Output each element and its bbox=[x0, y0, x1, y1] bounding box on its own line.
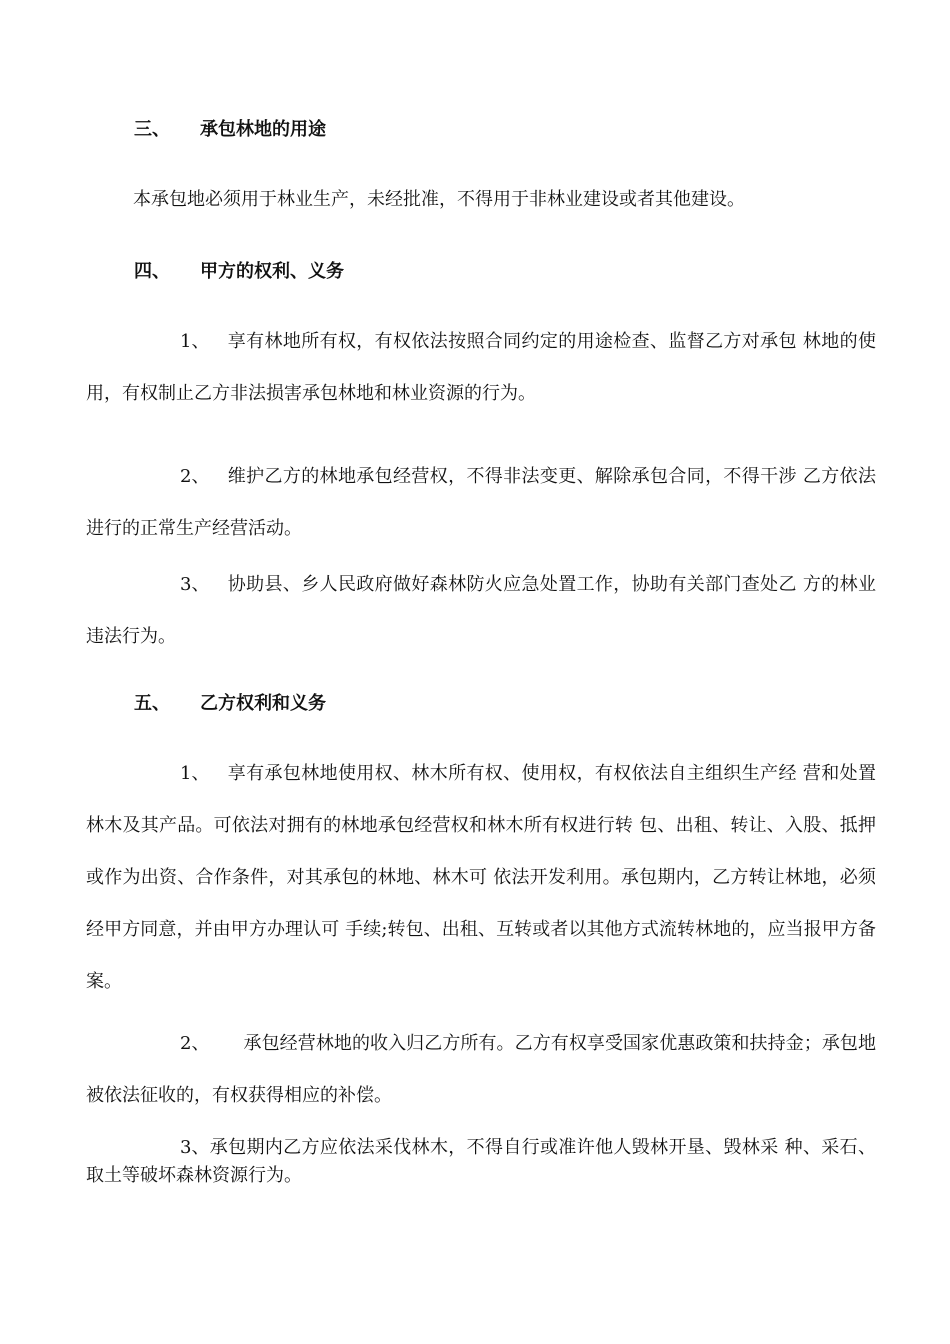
section-4-item-1-number: 1、 bbox=[180, 331, 210, 352]
section-4-item-1 bbox=[86, 316, 876, 420]
section-3-body: 本承包地必须用于林业生产，未经批准，不得用于非林业建设或者其他建设。 bbox=[133, 189, 745, 210]
section-4-item-3-number: 3、 bbox=[180, 574, 210, 595]
section-4-item-2-number: 2、 bbox=[180, 466, 210, 487]
section-3-title: 承包林地的用途 bbox=[200, 119, 326, 140]
section-3-number: 三、 bbox=[134, 119, 170, 140]
section-3-heading bbox=[134, 118, 326, 142]
section-4-number: 四、 bbox=[134, 261, 170, 282]
section-5-number: 五、 bbox=[134, 693, 170, 714]
section-4-item-1-text: 享有林地所有权，有权依法按照合同约定的用途检查、监督乙方对承包 林地的使用，有权制止乙方非法损害承包林地和林业资源的行为。 bbox=[86, 331, 876, 404]
section-5-item-1-text: 享有承包林地使用权、林木所有权、使用权，有权依法自主组织生产经 营和处置林木及其产品。可依法对拥有的林地承包经营权和林木所有权进行转 包、出租、转让、入股、抵押或作为出资、合作条件，对其承包的林地、林木可 依法开发利用。承包期内，乙方转让林地，必须经甲方同意，并由甲方办理认可 手续;转包、出租、互转或者以其他方式流转林地的，应当报甲方备案。 bbox=[86, 763, 876, 992]
section-5-item-2-number: 2、 bbox=[180, 1033, 210, 1054]
section-4-title: 甲方的权利、义务 bbox=[200, 261, 344, 282]
section-5-item-3 bbox=[86, 1134, 876, 1190]
section-5-title: 乙方权利和义务 bbox=[200, 693, 326, 714]
section-4-item-3 bbox=[86, 559, 876, 663]
section-4-heading bbox=[134, 260, 344, 284]
section-5-item-2 bbox=[86, 1018, 876, 1122]
section-5-item-2-text: 承包经营林地的收入归乙方所有。乙方有权享受国家优惠政策和扶持金；承包地被依法征收的，有权获得相应的补偿。 bbox=[86, 1033, 876, 1106]
section-5-heading bbox=[134, 692, 326, 716]
section-4-item-2 bbox=[86, 451, 876, 555]
section-5-item-3-text: 承包期内乙方应依法采伐林木，不得自行或准许他人毁林开垦、毁林采 种、采石、取土等破坏森林资源行为。 bbox=[86, 1137, 876, 1186]
section-5-item-1-number: 1、 bbox=[180, 763, 210, 784]
section-5-item-1 bbox=[86, 748, 876, 1008]
section-4-item-3-text: 协助县、乡人民政府做好森林防火应急处置工作，协助有关部门查处乙 方的林业违法行为。 bbox=[86, 574, 876, 647]
section-5-item-3-number: 3、 bbox=[180, 1137, 210, 1158]
section-4-item-2-text: 维护乙方的林地承包经营权，不得非法变更、解除承包合同，不得干涉 乙方依法进行的正常生产经营活动。 bbox=[86, 466, 876, 539]
